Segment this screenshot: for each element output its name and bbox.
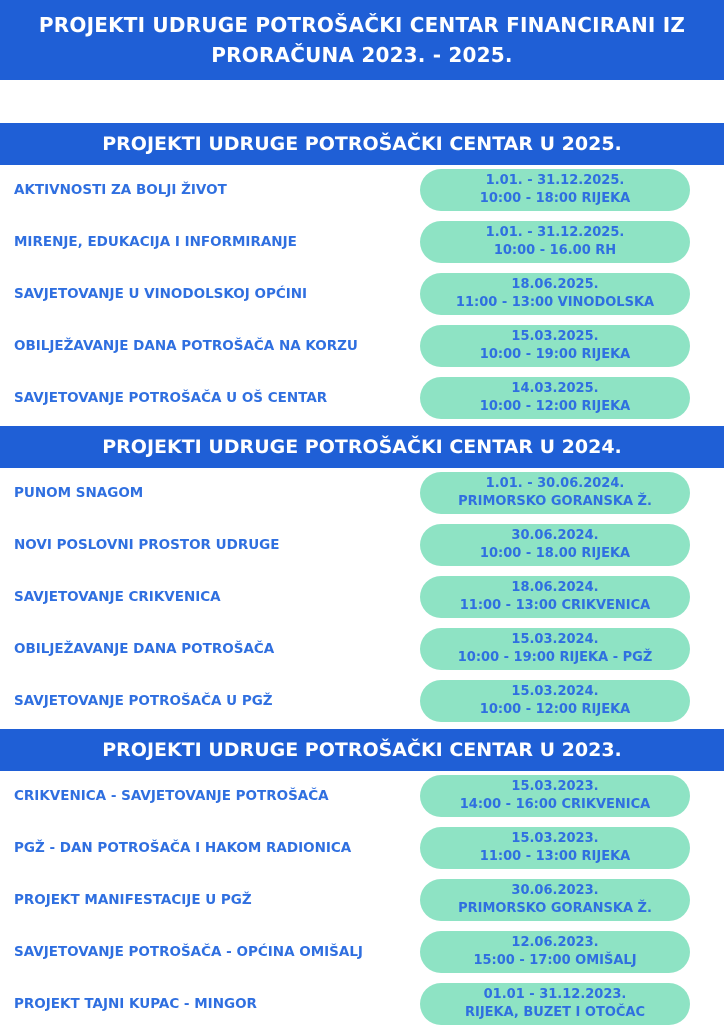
section-header bbox=[0, 426, 724, 468]
project-name: SAVJETOVANJE POTROŠAČA U PGŽ bbox=[14, 693, 273, 709]
section-2025 bbox=[0, 123, 724, 429]
pill-date: 01.01 - 31.12.2023. bbox=[483, 987, 627, 1002]
date-pill bbox=[420, 377, 690, 419]
date-pill bbox=[420, 169, 690, 211]
project-name: AKTIVNOSTI ZA BOLJI ŽIVOT bbox=[14, 182, 227, 198]
pill-date: 18.06.2025. bbox=[511, 277, 599, 292]
list-item bbox=[0, 931, 724, 983]
list-item bbox=[0, 169, 724, 221]
list-item bbox=[0, 377, 724, 429]
project-name: CRIKVENICA - SAVJETOVANJE POTROŠAČA bbox=[14, 788, 329, 804]
top-banner bbox=[0, 0, 724, 80]
pill-detail: 10:00 - 18:00 RIJEKA bbox=[479, 191, 631, 206]
project-name: OBILJEŽAVANJE DANA POTROŠAČA bbox=[14, 641, 275, 657]
pill-detail: 14:00 - 16:00 CRIKVENICA bbox=[459, 797, 651, 812]
pill-detail: 10:00 - 19:00 RIJEKA bbox=[479, 347, 631, 362]
date-pill bbox=[420, 931, 690, 973]
list-item bbox=[0, 325, 724, 377]
list-item bbox=[0, 983, 724, 1035]
pill-date: 12.06.2023. bbox=[511, 935, 599, 950]
pill-detail: 10:00 - 12:00 RIJEKA bbox=[479, 702, 631, 717]
list-item bbox=[0, 879, 724, 931]
date-pill bbox=[420, 680, 690, 722]
pill-date: 1.01. - 30.06.2024. bbox=[485, 476, 625, 491]
section-2023 bbox=[0, 729, 724, 1035]
pill-date: 30.06.2023. bbox=[511, 883, 599, 898]
date-pill bbox=[420, 576, 690, 618]
list-item bbox=[0, 576, 724, 628]
project-name: SAVJETOVANJE CRIKVENICA bbox=[14, 589, 221, 605]
project-name: NOVI POSLOVNI PROSTOR UDRUGE bbox=[14, 537, 280, 553]
date-pill bbox=[420, 827, 690, 869]
pill-detail: 11:00 - 13:00 RIJEKA bbox=[479, 849, 631, 864]
pill-detail: PRIMORSKO GORANSKA Ž. bbox=[458, 901, 652, 916]
date-pill bbox=[420, 221, 690, 263]
date-pill bbox=[420, 325, 690, 367]
pill-detail: PRIMORSKO GORANSKA Ž. bbox=[458, 494, 652, 509]
list-item bbox=[0, 524, 724, 576]
date-pill bbox=[420, 879, 690, 921]
project-name: PROJEKT MANIFESTACIJE U PGŽ bbox=[14, 892, 252, 908]
section-header bbox=[0, 123, 724, 165]
pill-detail: RIJEKA, BUZET I OTOČAC bbox=[464, 1005, 646, 1020]
pill-date: 15.03.2025. bbox=[511, 329, 599, 344]
date-pill bbox=[420, 524, 690, 566]
project-name: MIRENJE, EDUKACIJA I INFORMIRANJE bbox=[14, 234, 297, 250]
pill-detail: 10:00 - 18.00 RIJEKA bbox=[479, 546, 631, 561]
list-item bbox=[0, 680, 724, 732]
pill-date: 18.06.2024. bbox=[511, 580, 599, 595]
date-pill bbox=[420, 983, 690, 1025]
pill-detail: 10:00 - 19:00 RIJEKA - PGŽ bbox=[457, 650, 653, 665]
list-item bbox=[0, 472, 724, 524]
pill-date: 1.01. - 31.12.2025. bbox=[485, 225, 625, 240]
section-title: PROJEKTI UDRUGE POTROŠAČKI CENTAR U 2025. bbox=[102, 133, 622, 155]
project-name: SAVJETOVANJE U VINODOLSKOJ OPĆINI bbox=[14, 286, 308, 302]
pill-date: 15.03.2024. bbox=[511, 632, 599, 647]
pill-detail: 10:00 - 12:00 RIJEKA bbox=[479, 399, 631, 414]
list-item bbox=[0, 221, 724, 273]
section-title: PROJEKTI UDRUGE POTROŠAČKI CENTAR U 2024. bbox=[102, 436, 622, 458]
pill-date: 14.03.2025. bbox=[511, 381, 599, 396]
pill-detail: 15:00 - 17:00 OMIŠALJ bbox=[473, 953, 637, 968]
section-2024 bbox=[0, 426, 724, 732]
list-item bbox=[0, 827, 724, 879]
project-name: SAVJETOVANJE POTROŠAČA - OPĆINA OMIŠALJ bbox=[14, 944, 363, 960]
date-pill bbox=[420, 628, 690, 670]
pill-date: 1.01. - 31.12.2025. bbox=[485, 173, 625, 188]
project-name: OBILJEŽAVANJE DANA POTROŠAČA NA KORZU bbox=[14, 338, 358, 354]
date-pill bbox=[420, 472, 690, 514]
project-name: SAVJETOVANJE POTROŠAČA U OŠ CENTAR bbox=[14, 390, 328, 406]
list-item bbox=[0, 628, 724, 680]
pill-date: 15.03.2023. bbox=[511, 779, 599, 794]
page-title: PROJEKTI UDRUGE POTROŠAČKI CENTAR FINANCIRANI IZ PRORAČUNA 2023. - 2025. bbox=[38, 13, 686, 67]
pill-date: 15.03.2023. bbox=[511, 831, 599, 846]
date-pill bbox=[420, 273, 690, 315]
project-name: PUNOM SNAGOM bbox=[14, 485, 144, 501]
date-pill bbox=[420, 775, 690, 817]
section-header bbox=[0, 729, 724, 771]
project-name: PGŽ - DAN POTROŠAČA I HAKOM RADIONICA bbox=[14, 840, 352, 856]
list-item bbox=[0, 273, 724, 325]
list-item bbox=[0, 775, 724, 827]
pill-date: 15.03.2024. bbox=[511, 684, 599, 699]
pill-detail: 10:00 - 16.00 RH bbox=[493, 243, 617, 258]
pill-date: 30.06.2024. bbox=[511, 528, 599, 543]
pill-detail: 11:00 - 13:00 CRIKVENICA bbox=[459, 598, 651, 613]
pill-detail: 11:00 - 13:00 VINODOLSKA bbox=[455, 295, 655, 310]
section-title: PROJEKTI UDRUGE POTROŠAČKI CENTAR U 2023. bbox=[102, 739, 622, 761]
project-name: PROJEKT TAJNI KUPAC - MINGOR bbox=[14, 996, 257, 1012]
